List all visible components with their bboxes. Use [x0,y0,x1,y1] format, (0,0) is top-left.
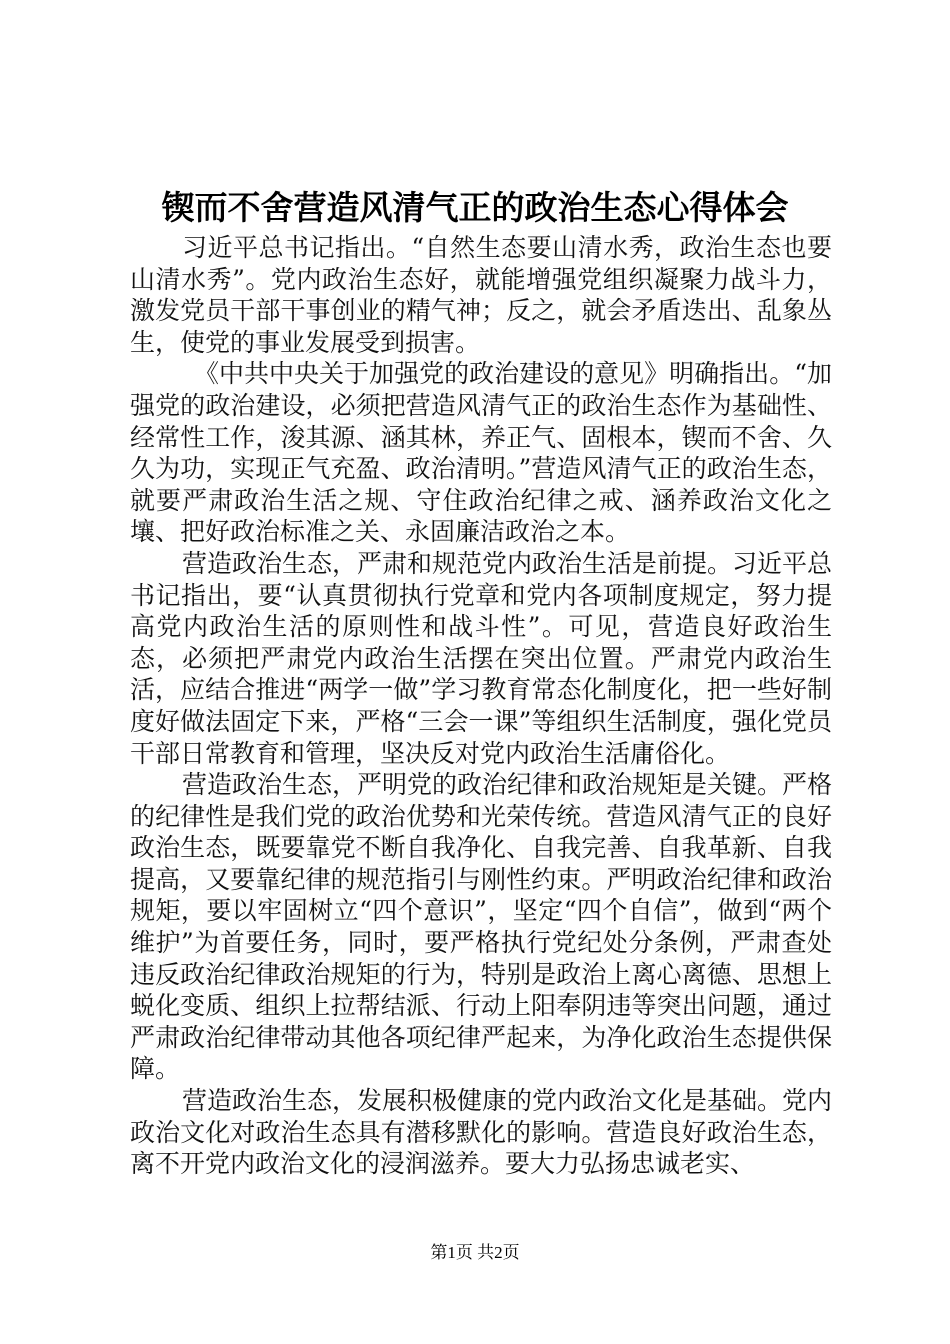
paragraph-5: 营造政治生态，发展积极健康的党内政治文化是基础。党内政治文化对政治生态具有潜移默化的影响。营造良好政治生态，离不开党内政治文化的浸润滋养。要大力弘扬忠诚老实、 [130,1086,833,1179]
paragraph-4: 营造政治生态，严明党的政治纪律和政治规矩是关键。严格的纪律性是我们党的政治优势和光荣传统。营造风清气正的良好政治生态，既要靠党不断自我净化、自我完善、自我革新、自我提高，又要靠纪律的规范指引与刚性约束。严明政治纪律和政治规矩，要以牢固树立“四个意识”，坚定“四个自信”，做到“两个维护”为首要任务，同时，要严格执行党纪处分条例，严肃查处违反政治纪律政治规矩的行为，特别是政治上离心离德、思想上蜕化变质、组织上拉帮结派、行动上阳奉阴违等突出问题，通过严肃政治纪律带动其他各项纪律严起来，为净化政治生态提供保障。 [130,770,833,1084]
paragraph-2: 《中共中央关于加强党的政治建设的意见》明确指出。“加强党的政治建设，必须把营造风清气正的政治生态作为基础性、经常性工作，浚其源、涵其林，养正气、固根本，锲而不舍、久久为功，实现正气充盈、政治清明。”营造风清气正的政治生态，就要严肃政治生活之规、守住政治纪律之戒、涵养政治文化之壤、把好政治标准之关、永固廉洁政治之本。 [130,359,832,547]
document-title: 锲而不舍营造风清气正的政治生态心得体会 [161,188,789,227]
paragraph-1: 习近平总书记指出。“自然生态要山清水秀，政治生态也要山清水秀”。党内政治生态好，就能增强党组织凝聚力战斗力，激发党员干部干事创业的精气神；反之，就会矛盾迭出、乱象丛生，使党的事业发展受到损害。 [130,233,832,357]
page-number-footer: 第1页 共2页 [430,1243,520,1262]
document-body [130,232,832,1180]
paragraph-3: 营造政治生态，严肃和规范党内政治生活是前提。习近平总书记指出，要“认真贯彻执行党章和党内各项制度规定，努力提高党内政治生活的原则性和战斗性”。可见，营造良好政治生态，必须把严肃党内政治生活摆在突出位置。严肃党内政治生活，应结合推进“两学一做”学习教育常态化制度化，把一些好制度好做法固定下来，严格“三会一课”等组织生活制度，强化党员干部日常教育和管理，坚决反对党内政治生活庸俗化。 [130,548,833,768]
